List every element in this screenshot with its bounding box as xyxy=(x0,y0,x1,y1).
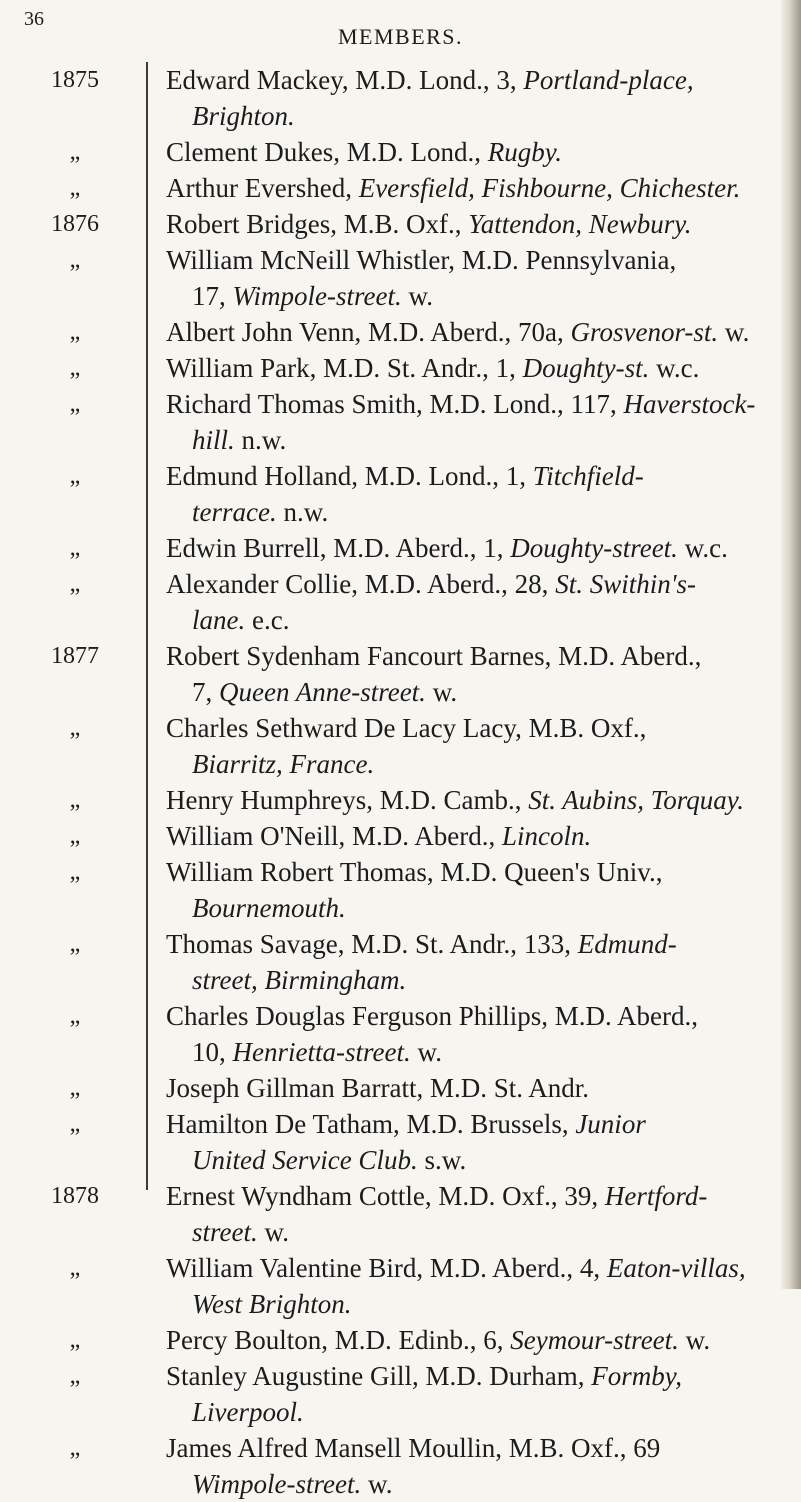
entry-text: William O'Neill, M.D. Aberd., xyxy=(166,821,502,851)
address-italic: Junior xyxy=(575,1109,646,1139)
address-italic: Brighton. xyxy=(192,101,295,131)
address-italic: Bournemouth. xyxy=(192,893,346,923)
member-entry xyxy=(0,1358,801,1430)
member-entry xyxy=(0,998,801,1070)
entry-text: n.w. xyxy=(234,425,287,455)
member-address-line xyxy=(166,674,801,710)
member-name-line xyxy=(166,386,776,422)
member-name-line xyxy=(166,818,776,854)
member-address-line xyxy=(166,494,801,530)
member-name-line xyxy=(166,350,776,386)
address-italic: Haverstock- xyxy=(623,389,756,419)
member-name-line xyxy=(166,638,776,674)
member-name-line xyxy=(166,314,776,350)
address-italic: Doughty-st. xyxy=(522,353,650,383)
address-italic: hill. xyxy=(192,425,235,455)
election-year: „ xyxy=(69,823,81,849)
entry-text: e.c. xyxy=(245,605,290,635)
member-name-line xyxy=(166,206,776,242)
member-name-line xyxy=(166,170,776,206)
entry-text: Arthur Evershed, xyxy=(166,173,359,203)
address-italic: Liverpool. xyxy=(192,1397,304,1427)
member-entry xyxy=(0,1430,801,1502)
page-binding-edge xyxy=(781,0,801,1289)
entry-text: Alexander Collie, M.D. Aberd., 28, xyxy=(166,569,556,599)
election-year: „ xyxy=(69,859,81,885)
entry-text: William Park, M.D. St. Andr., 1, xyxy=(166,353,523,383)
address-italic: Formby, xyxy=(591,1361,682,1391)
election-year: „ xyxy=(69,247,81,273)
entry-text: Albert John Venn, M.D. Aberd., 70a, xyxy=(166,317,571,347)
member-name-line xyxy=(166,1358,776,1394)
member-list xyxy=(0,62,801,1502)
entry-text: William Valentine Bird, M.D. Aberd., 4, xyxy=(166,1253,607,1283)
address-italic: street. xyxy=(192,1217,258,1247)
member-address-line xyxy=(166,1394,801,1430)
address-italic: Biarritz, France. xyxy=(192,749,375,779)
election-year: „ xyxy=(69,355,81,381)
member-address-line xyxy=(166,1214,801,1250)
address-italic: Grosvenor-st. xyxy=(570,317,719,347)
entry-text: w. xyxy=(401,281,433,311)
entry-text: Ernest Wyndham Cottle, M.D. Oxf., 39, xyxy=(166,1181,605,1211)
member-entry xyxy=(0,818,801,854)
member-address-line xyxy=(166,746,801,782)
address-italic: lane. xyxy=(192,605,246,635)
election-year: „ xyxy=(69,1435,81,1461)
member-name-line xyxy=(166,1070,776,1106)
member-entry xyxy=(0,1070,801,1106)
address-italic: United Service Club. xyxy=(192,1145,418,1175)
address-italic: Portland-place, xyxy=(523,65,694,95)
page-header xyxy=(0,2,801,52)
member-name-line xyxy=(166,710,776,746)
member-entry xyxy=(0,350,801,386)
entry-text: w. xyxy=(257,1217,289,1247)
member-name-line xyxy=(166,530,776,566)
address-italic: street, Birmingham. xyxy=(192,965,407,995)
member-address-line xyxy=(166,1034,801,1070)
member-entry xyxy=(0,134,801,170)
entry-text: Charles Sethward De Lacy Lacy, M.B. Oxf., xyxy=(166,713,647,743)
entry-text: w. xyxy=(410,1037,442,1067)
entry-text: James Alfred Mansell Moullin, M.B. Oxf., 69 xyxy=(166,1433,661,1463)
member-address-line xyxy=(166,278,801,314)
entry-text: 7, xyxy=(192,677,219,707)
entry-text: Edmund Holland, M.D. Lond., 1, xyxy=(166,461,533,491)
member-name-line xyxy=(166,1430,776,1466)
election-year: „ xyxy=(69,1003,81,1029)
member-entry xyxy=(0,458,801,530)
election-year: 1875 xyxy=(51,67,99,93)
member-entry xyxy=(0,242,801,314)
address-italic: West Brighton. xyxy=(192,1289,352,1319)
member-address-line xyxy=(166,1466,801,1502)
entry-text: 17, xyxy=(192,281,233,311)
election-year: „ xyxy=(69,391,81,417)
member-name-line xyxy=(166,1178,776,1214)
address-italic: Eaton-villas, xyxy=(606,1253,746,1283)
election-year: „ xyxy=(69,1363,81,1389)
member-name-line xyxy=(166,62,776,98)
election-year: „ xyxy=(69,1111,81,1137)
entry-text: Robert Bridges, M.B. Oxf., xyxy=(166,209,469,239)
member-name-line xyxy=(166,242,776,278)
member-name-line xyxy=(166,566,776,602)
member-address-line xyxy=(166,962,801,998)
member-entry xyxy=(0,1178,801,1250)
election-year: „ xyxy=(69,463,81,489)
election-year: „ xyxy=(69,715,81,741)
member-address-line xyxy=(166,890,801,926)
member-entry xyxy=(0,386,801,458)
member-address-line xyxy=(166,602,801,638)
entry-text: Edwin Burrell, M.D. Aberd., 1, xyxy=(166,533,511,563)
member-name-line xyxy=(166,1106,776,1142)
entry-text: Robert Sydenham Fancourt Barnes, M.D. Aberd., xyxy=(166,641,702,671)
address-italic: Yattendon, Newbury. xyxy=(468,209,692,239)
election-year: 1876 xyxy=(51,211,99,237)
election-year: „ xyxy=(69,535,81,561)
member-entry xyxy=(0,62,801,134)
election-year: 1878 xyxy=(51,1183,99,1209)
member-entry xyxy=(0,314,801,350)
election-year: „ xyxy=(69,1075,81,1101)
member-entry xyxy=(0,566,801,638)
entry-text: Percy Boulton, M.D. Edinb., 6, xyxy=(166,1325,511,1355)
member-name-line xyxy=(166,926,776,962)
member-entry xyxy=(0,782,801,818)
entry-text: w. xyxy=(425,677,458,707)
address-italic: Henrietta-street. xyxy=(232,1037,411,1067)
entry-text: Thomas Savage, M.D. St. Andr., 133, xyxy=(166,929,578,959)
election-year: „ xyxy=(69,139,81,165)
member-entry xyxy=(0,854,801,926)
page-number: 36 xyxy=(24,8,44,30)
election-year: „ xyxy=(69,787,81,813)
address-italic: Queen Anne-street. xyxy=(219,677,426,707)
entry-text: 10, xyxy=(192,1037,233,1067)
entry-text: Charles Douglas Ferguson Phillips, M.D. Aberd., xyxy=(166,1001,698,1031)
member-address-line xyxy=(166,98,801,134)
address-italic: Eversfield, Fishbourne, Chichester. xyxy=(358,173,741,203)
member-address-line xyxy=(166,422,801,458)
entry-text: w. xyxy=(678,1325,711,1355)
entry-text: w. xyxy=(718,317,750,347)
member-address-line xyxy=(166,1142,801,1178)
election-year: „ xyxy=(69,931,81,957)
member-entry xyxy=(0,710,801,782)
address-italic: Titchfield- xyxy=(532,461,644,491)
member-name-line xyxy=(166,134,776,170)
address-italic: Wimpole-street. xyxy=(192,1469,362,1499)
entry-text: William Robert Thomas, M.D. Queen's Univ., xyxy=(166,857,663,887)
member-entry xyxy=(0,1250,801,1322)
address-italic: St. Aubins, Torquay. xyxy=(528,785,745,815)
member-name-line xyxy=(166,1322,776,1358)
member-entry xyxy=(0,638,801,710)
member-address-line xyxy=(166,1286,801,1322)
member-name-line xyxy=(166,998,776,1034)
entry-text: Edward Mackey, M.D. Lond., 3, xyxy=(166,65,524,95)
address-italic: Doughty-street. xyxy=(510,533,678,563)
member-name-line xyxy=(166,458,776,494)
address-italic: Seymour-street. xyxy=(510,1325,679,1355)
entry-text: Stanley Augustine Gill, M.D. Durham, xyxy=(166,1361,592,1391)
member-name-line xyxy=(166,854,776,890)
address-italic: Lincoln. xyxy=(501,821,592,851)
entry-text: n.w. xyxy=(276,497,329,527)
entry-text: w.c. xyxy=(649,353,700,383)
entry-text: Henry Humphreys, M.D. Camb., xyxy=(166,785,529,815)
member-name-line xyxy=(166,782,776,818)
entry-text: w. xyxy=(361,1469,393,1499)
address-italic: Hertford- xyxy=(604,1181,708,1211)
entry-text: s.w. xyxy=(417,1145,467,1175)
address-italic: St. Swithin's- xyxy=(555,569,696,599)
address-italic: terrace. xyxy=(192,497,277,527)
entry-text: Clement Dukes, M.D. Lond., xyxy=(166,137,488,167)
member-entry xyxy=(0,206,801,242)
election-year: „ xyxy=(69,1255,81,1281)
address-italic: Wimpole-street. xyxy=(232,281,402,311)
member-entry xyxy=(0,1106,801,1178)
member-entry xyxy=(0,530,801,566)
running-head: MEMBERS. xyxy=(337,24,464,49)
election-year: „ xyxy=(69,1327,81,1353)
entry-text: w.c. xyxy=(677,533,728,563)
member-entry xyxy=(0,170,801,206)
entry-text: Hamilton De Tatham, M.D. Brussels, xyxy=(166,1109,576,1139)
election-year: „ xyxy=(69,319,81,345)
member-name-line xyxy=(166,1250,776,1286)
election-year: „ xyxy=(69,571,81,597)
entry-text: William McNeill Whistler, M.D. Pennsylvania, xyxy=(166,245,677,275)
election-year: „ xyxy=(69,175,81,201)
address-italic: Edmund- xyxy=(577,929,677,959)
entry-text: Richard Thomas Smith, M.D. Lond., 117, xyxy=(166,389,624,419)
entry-text: Joseph Gillman Barratt, M.D. St. Andr. xyxy=(166,1073,589,1103)
election-year: 1877 xyxy=(51,643,99,669)
member-entry xyxy=(0,926,801,998)
address-italic: Rugby. xyxy=(487,137,562,167)
member-entry xyxy=(0,1322,801,1358)
